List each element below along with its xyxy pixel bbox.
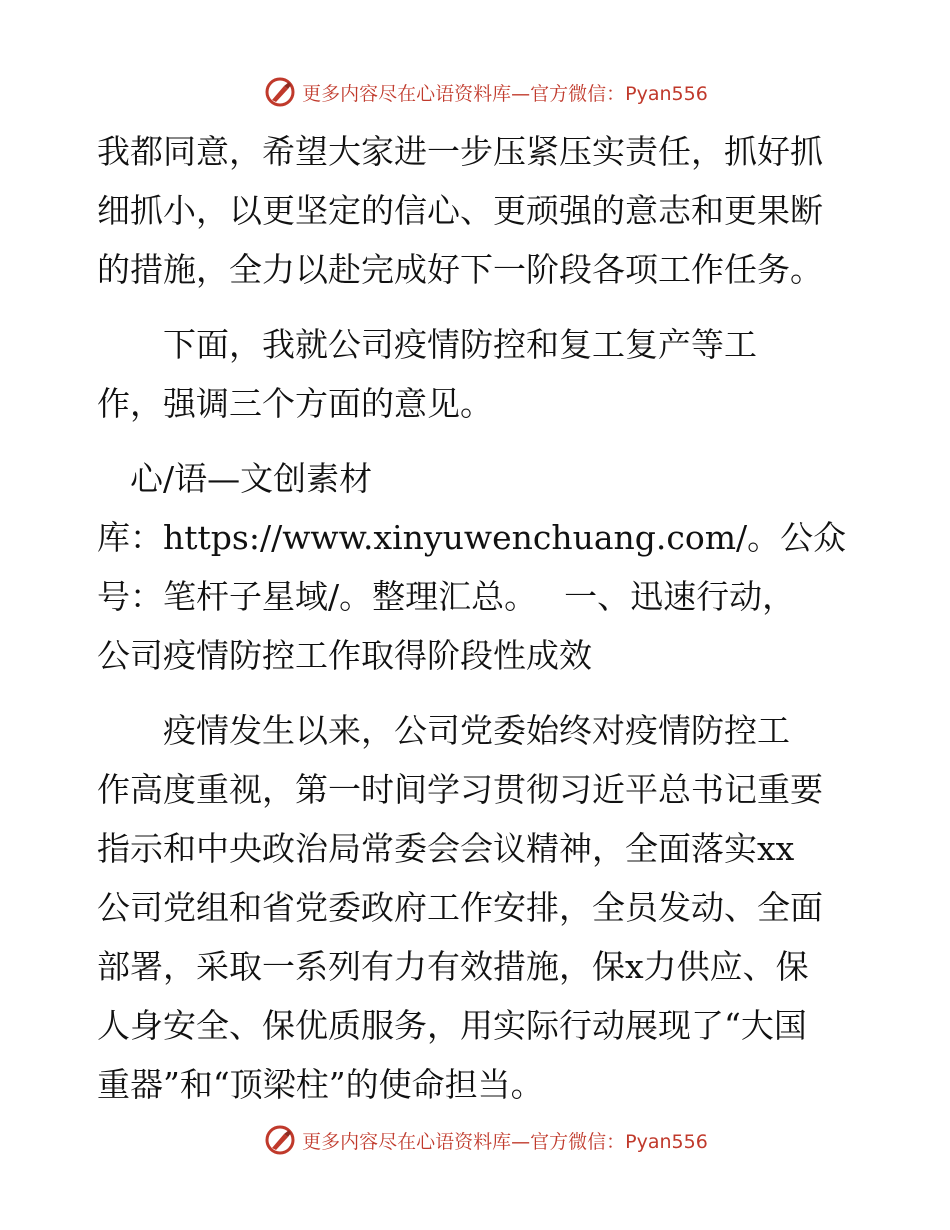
text-line: 库：https://www.xinyuwenchuang.com/。公众 bbox=[97, 518, 847, 557]
paragraph-gap bbox=[97, 685, 857, 701]
header-watermark-inner bbox=[264, 76, 708, 108]
text-line: 下面，我就公司疫情防控和复工复产等工 bbox=[97, 325, 757, 364]
text-line: 公司党组和省党委政府工作安排，全员发动、全面 bbox=[97, 888, 823, 927]
text-line: 指示和中央政治局常委会会议精神，全面落实xx bbox=[97, 829, 795, 868]
paragraph-1 bbox=[97, 122, 857, 299]
text-line: 部署，采取一系列有力有效措施，保x力供应、保 bbox=[97, 947, 809, 986]
footer-watermark-text: 更多内容尽在心语资料库—官方微信：Pyan556 bbox=[302, 1130, 708, 1153]
text-line: 的措施，全力以赴完成好下一阶段各项工作任务。 bbox=[97, 250, 823, 289]
pen-logo-icon bbox=[264, 1124, 296, 1156]
footer-watermark bbox=[0, 1118, 950, 1162]
paragraph-2 bbox=[97, 315, 857, 433]
text-line: 心/语—文创素材 bbox=[97, 459, 373, 498]
paragraph-3 bbox=[97, 449, 857, 685]
text-line: 细抓小，以更坚定的信心、更顽强的意志和更果断 bbox=[97, 191, 823, 230]
text-line: 公司疫情防控工作取得阶段性成效 bbox=[97, 636, 592, 675]
text-line: 号：笔杆子星域/。整理汇总。 一、迅速行动， bbox=[97, 577, 796, 616]
pen-logo-icon bbox=[264, 76, 296, 108]
paragraph-4 bbox=[97, 701, 857, 1114]
text-line: 作高度重视，第一时间学习贯彻习近平总书记重要 bbox=[97, 770, 823, 809]
footer-watermark-inner bbox=[264, 1124, 708, 1156]
paragraph-gap bbox=[97, 433, 857, 449]
text-line: 人身安全、保优质服务，用实际行动展现了“大国 bbox=[97, 1006, 807, 1045]
header-watermark bbox=[0, 70, 950, 114]
header-watermark-text: 更多内容尽在心语资料库—官方微信：Pyan556 bbox=[302, 82, 708, 105]
paragraph-gap bbox=[97, 299, 857, 315]
text-line: 我都同意，希望大家进一步压紧压实责任，抓好抓 bbox=[97, 132, 823, 171]
text-line: 疫情发生以来，公司党委始终对疫情防控工 bbox=[97, 711, 790, 750]
text-line: 重器”和“顶梁柱”的使命担当。 bbox=[97, 1065, 544, 1104]
text-line: 作，强调三个方面的意见。 bbox=[97, 384, 493, 423]
document-body bbox=[97, 122, 857, 1114]
